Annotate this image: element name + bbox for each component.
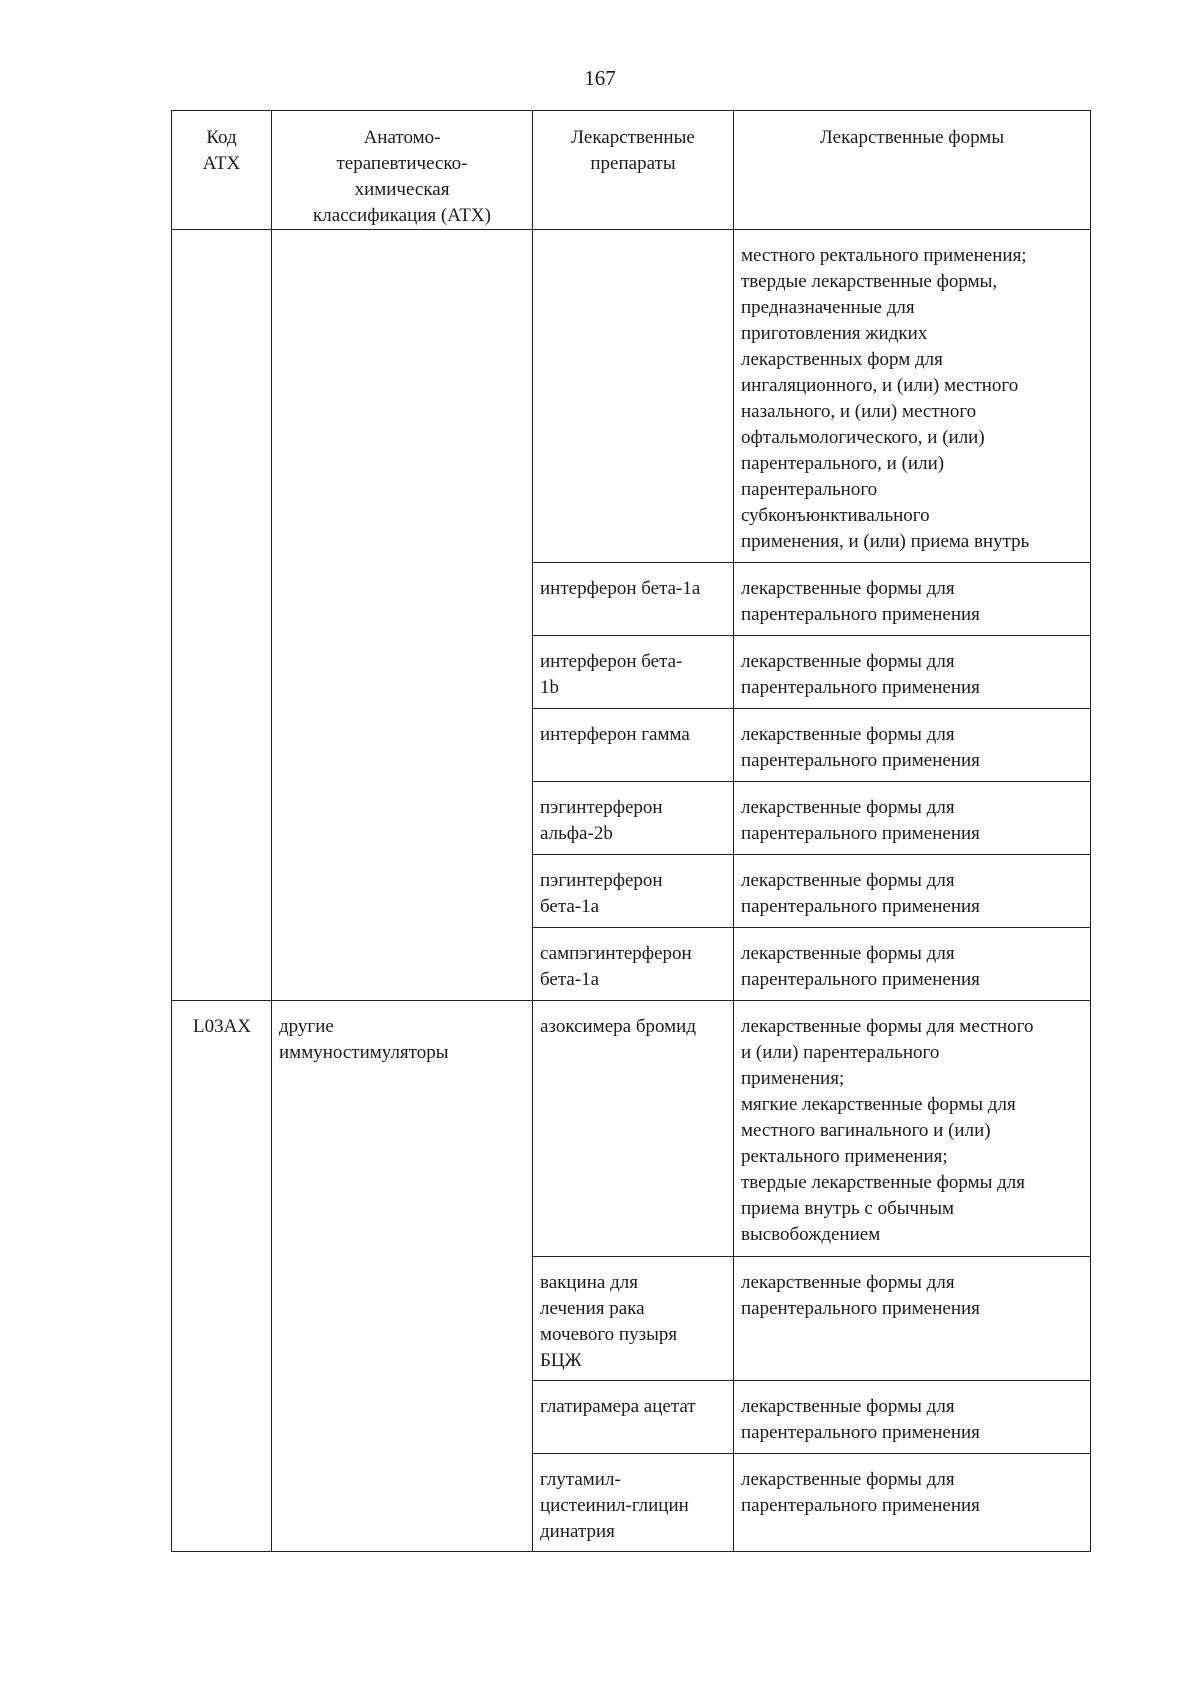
drug-cell: глатирамера ацетат <box>533 1381 734 1454</box>
header-drugs: Лекарственные препараты <box>533 111 734 230</box>
dosage-forms-cell: местного ректального применения; твердые лекарственные формы, предназначенные для приготовления жидких лекарственных форм для ингаляционного, и (или) местного назального, и (или) местного офтальмологического, и (или) парентерального, и (или) парентерального субконъюнктивального применения, и (или) приема внутрь <box>734 230 1091 563</box>
classification-cell <box>272 230 533 1001</box>
dosage-forms-cell: лекарственные формы для парентерального применения <box>734 709 1091 782</box>
dosage-forms-cell: лекарственные формы для парентерального применения <box>734 782 1091 855</box>
dosage-forms-cell: лекарственные формы для парентерального применения <box>734 1257 1091 1381</box>
dosage-forms-cell: лекарственные формы для парентерального применения <box>734 928 1091 1001</box>
atx-code-cell: L03AX <box>172 1001 272 1552</box>
drug-cell: интерферон бета- 1b <box>533 636 734 709</box>
drug-cell: глутамил- цистеинил-глицин динатрия <box>533 1454 734 1552</box>
table-header-row <box>172 111 1091 230</box>
drug-cell: интерферон бета-1a <box>533 563 734 636</box>
drug-cell: интерферон гамма <box>533 709 734 782</box>
dosage-forms-cell: лекарственные формы для парентерального применения <box>734 636 1091 709</box>
table-row <box>172 1001 1091 1257</box>
header-atx-classification: Анатомо- терапевтическо- химическая классификация (АТХ) <box>272 111 533 230</box>
header-atx-code: Код АТХ <box>172 111 272 230</box>
drug-cell: пэгинтерферон альфа-2b <box>533 782 734 855</box>
dosage-forms-cell: лекарственные формы для парентерального применения <box>734 855 1091 928</box>
dosage-forms-cell: лекарственные формы для парентерального применения <box>734 1381 1091 1454</box>
classification-cell: другие иммуностимуляторы <box>272 1001 533 1552</box>
dosage-forms-cell: лекарственные формы для парентерального применения <box>734 1454 1091 1552</box>
dosage-forms-cell: лекарственные формы для парентерального применения <box>734 563 1091 636</box>
atx-drug-table <box>171 110 1091 1552</box>
table-row <box>172 230 1091 563</box>
drug-cell <box>533 230 734 563</box>
atx-code-cell <box>172 230 272 1001</box>
page-number: 167 <box>584 66 616 90</box>
drug-cell: вакцина для лечения рака мочевого пузыря БЦЖ <box>533 1257 734 1381</box>
drug-cell: сампэгинтерферон бета-1a <box>533 928 734 1001</box>
drug-cell: азоксимера бромид <box>533 1001 734 1257</box>
drug-cell: пэгинтерферон бета-1a <box>533 855 734 928</box>
header-dosage-forms: Лекарственные формы <box>734 111 1091 230</box>
dosage-forms-cell: лекарственные формы для местного и (или) парентерального применения; мягкие лекарственные формы для местного вагинального и (или) ректального применения; твердые лекарственные формы для приема внутрь с обычным высвобождением <box>734 1001 1091 1257</box>
